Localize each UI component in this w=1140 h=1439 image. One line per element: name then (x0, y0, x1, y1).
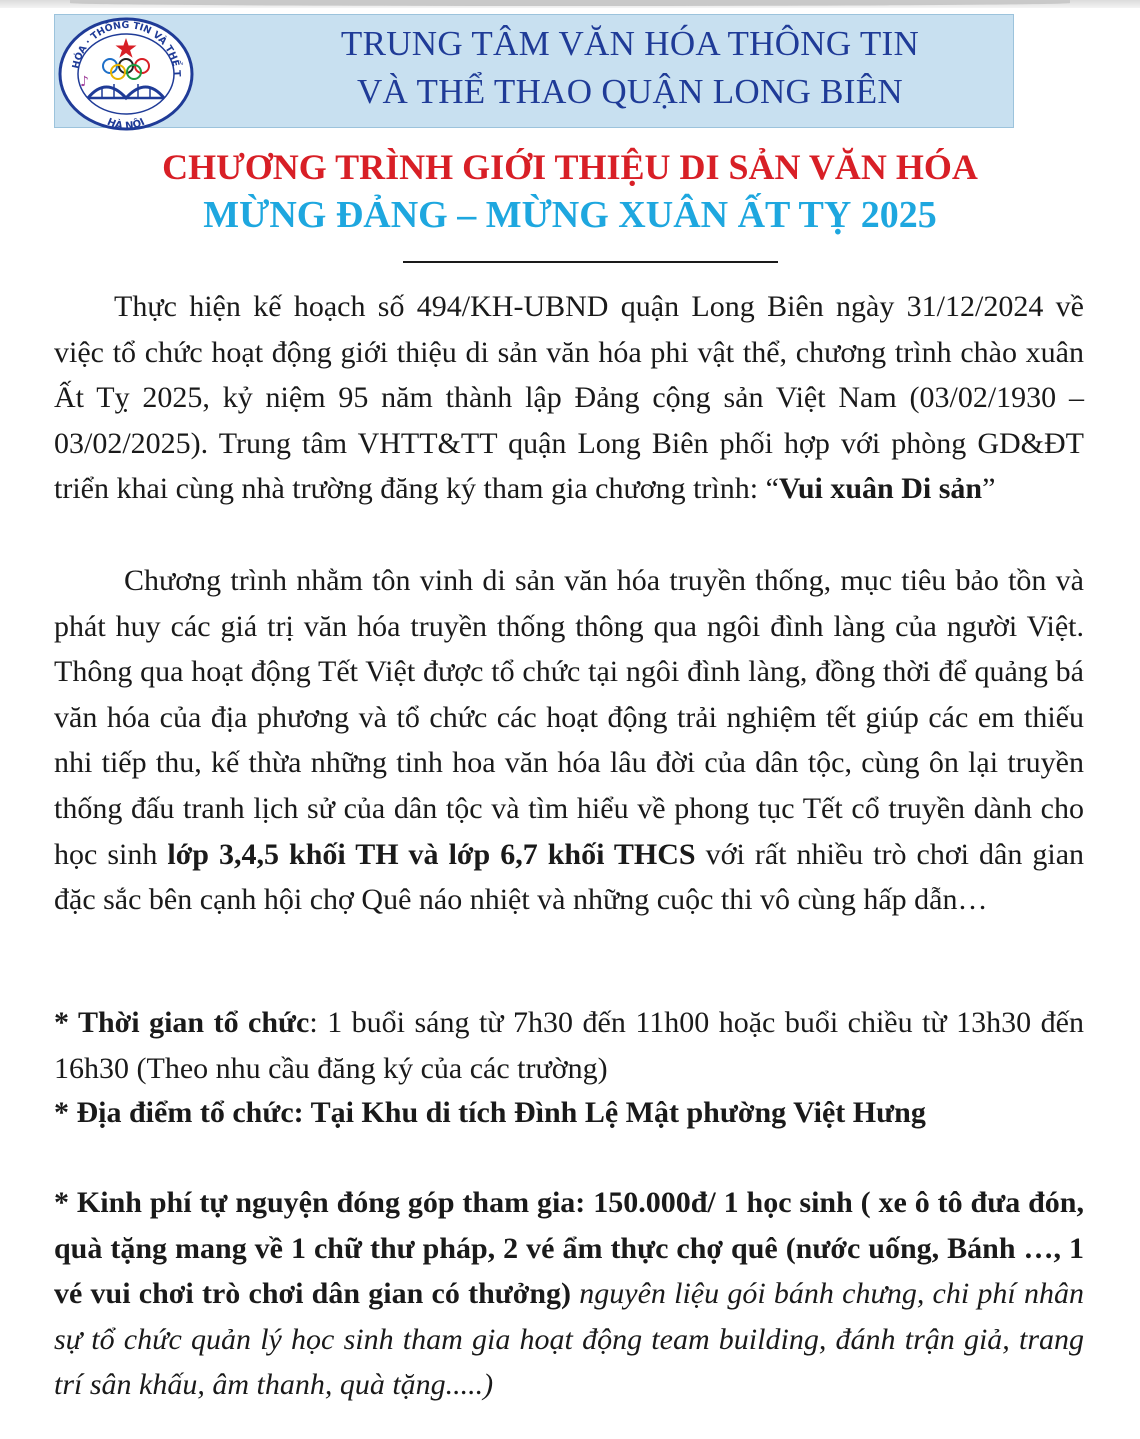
org-name-line2: VÀ THỂ THAO QUẬN LONG BIÊN (356, 72, 904, 111)
fee-italic-text: nguyên liệu gói bánh chưng, chi phí nhân sự tổ chức quản lý học sinh tham gia hoạt động team building, đánh trận giả, trang trí sân khấu, âm thanh, quà tặng.....) (54, 1277, 1084, 1402)
program-title-line2: MỪNG ĐẢNG – MỪNG XUÂN ẤT TỴ 2025 (203, 194, 937, 236)
purpose-text-before: Chương trình nhằm tôn vinh di sản văn hóa truyền thống, mục tiêu bảo tồn và phát huy các giá trị văn hóa truyền thống thông qua ngôi đình làng của người Việt. Thông qua hoạt động Tết Việt được tổ chức tại ngôi đình làng, đồng thời để quảng bá văn hóa của địa phương và tổ chức các hoạt động trải nghiệm tết giúp các em thiếu nhi tiếp thu, kế thừa những tinh hoa văn hóa lâu đời của dân tộc, cùng ôn lại truyền thống đấu tranh lịch sử của dân tộc và tìm hiểu về phong tục Tết cổ truyền dành cho học sinh (54, 564, 1084, 871)
fee-bold-text: * Kinh phí tự nguyện đóng góp tham gia: 150.000đ/ 1 học sinh ( xe ô tô đưa đón, quà tặng mang về 1 chữ thư pháp, 2 vé ẩm thực chợ quê (nước uống, Bánh …, 1 vé vui chơi trò chơi dân gian có thưởng) (54, 1186, 1084, 1311)
program-name: Vui xuân Di sản (778, 472, 983, 506)
location-text: * Địa điểm tổ chức: Tại Khu di tích Đình Lệ Mật phường Việt Hưng (54, 1096, 926, 1129)
time-label: * Thời gian tổ chức (54, 1006, 310, 1039)
svg-text:♪: ♪ (80, 74, 89, 90)
purpose-paragraph (54, 558, 1084, 923)
svg-text:TRUNG TÂM VĂN HÓA · THÔNG TIN: HÓA · THÔNG TIN VÀ THỂ T (70, 19, 183, 77)
top-edge-strip (0, 0, 1140, 8)
location-paragraph (54, 1090, 1084, 1136)
program-title-line1: CHƯƠNG TRÌNH GIỚI THIỆU DI SẢN VĂN HÓA (162, 147, 978, 187)
title-divider (403, 261, 778, 263)
fee-paragraph (54, 1180, 1084, 1408)
target-grades: lớp 3,4,5 khối TH và lớp 6,7 khối THCS (167, 837, 696, 871)
center-logo-emblem (56, 14, 196, 132)
purpose-text-after: với rất nhiều trò chơi dân gian đặc sắc bên cạnh hội chợ Quê náo nhiệt và những cuộc thi vô cùng hấp dẫn… (54, 837, 1085, 917)
intro-text: Thực hiện kế hoạch số 494/KH-UBND quận Long Biên ngày 31/12/2024 về việc tổ chức hoạt động giới thiệu di sản văn hóa phi vật thể, chương trình chào xuân Ất Tỵ 2025, kỷ niệm 95 năm thành lập Đảng cộng sản Việt Nam (03/02/1930 – 03/02/2025). Trung tâm VHTT&TT quận Long Biên phối hợp với phòng GD&ĐT triển khai cùng nhà trường đăng ký tham gia chương trình: “ (54, 290, 1084, 506)
time-text: : 1 buổi sáng từ 7h30 đến 11h00 hoặc buổi chiều từ 13h30 đến 16h30 (Theo nhu cầu đăng ký của các trường) (54, 1006, 1084, 1085)
closing-quote: ” (982, 472, 996, 506)
intro-paragraph (54, 284, 1084, 512)
time-paragraph (54, 1000, 1084, 1091)
org-name-line1: TRUNG TÂM VĂN HÓA THÔNG TIN (340, 24, 920, 63)
svg-text:HÀ NỘI: HÀ NỘI (105, 116, 147, 132)
